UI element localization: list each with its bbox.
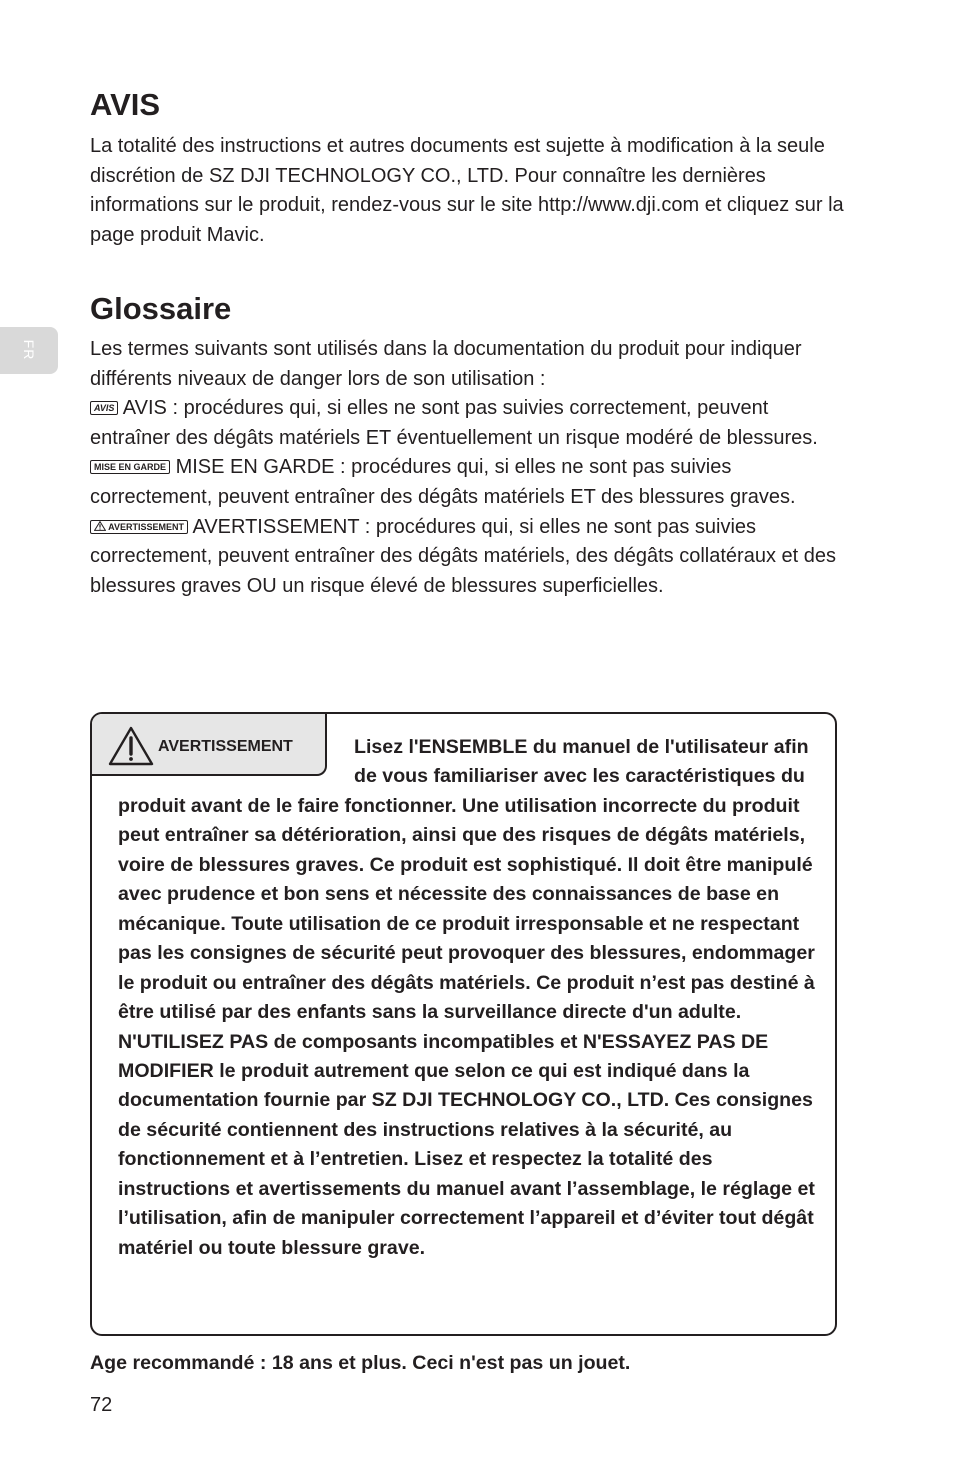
glossary-text-mise-en-garde: procédures qui, si elles ne sont pas suivies correctement, peuvent entraîner des dégâts matériels ET des blessures graves. [90, 456, 796, 508]
avis-body: La totalité des instructions et autres documents est sujette à modification à la seule discrétion de SZ DJI TECHNOLOGY CO., LTD. Pour connaître les dernières informations sur le produit, rendez-vous sur le site http://www.dji.com et cliquez sur la page produit Mavic. [90, 135, 844, 246]
avertissement-badge-icon [90, 520, 188, 534]
glossary-text-avis: procédures qui, si elles ne sont pas suivies correctement, peuvent entraîner des dégâts matériels ET éventuellement un risque modéré de blessures. [90, 397, 818, 449]
glossary-item-avis [90, 394, 850, 453]
glossary-term-avertissement: AVERTISSEMENT : [192, 515, 371, 538]
avertissement-badge-label: AVERTISSEMENT [108, 521, 185, 532]
avis-badge-icon: AVIS [90, 401, 118, 415]
mise-en-garde-badge-icon: MISE EN GARDE [90, 460, 170, 474]
page-number: 72 [90, 1394, 113, 1416]
glossary-term-avis: AVIS : [122, 397, 179, 420]
glossary-item-avertissement [90, 513, 850, 602]
warning-text: Lisez l'ENSEMBLE du manuel de l'utilisateur afin de vous familiariser avec les caractéristiques du produit avant de le faire fonctionner. Une utilisation incorrecte du produit peut entraîner sa détérioration, ainsi que des risques de dégâts matériels, voire de blessures graves. Ce produit est sophistiqué. Il doit être manipulé avec prudence et bon sens et nécessite des connaissances de base en mécanique. Toute utilisation de ce produit irresponsable et ne respectant pas les consignes de sécurité peut provoquer des blessures, endommager le produit ou entraîner des dégâts matériels. Ce produit n’est pas destiné à être utilisé par des enfants sans la surveillance directe d'un adulte. N'UTILISEZ PAS de composants incompatibles et N'ESSAYEZ PAS DE MODIFIER le produit autrement que selon ce qui est indiqué dans la documentation fournie par SZ DJI TECHNOLOGY CO., LTD. Ces consignes de sécurité contiennent des instructions relatives à la sécurité, au fonctionnement et à l’entretien. Lisez et respectez la totalité des instructions et avertissements du manuel avant l’assemblage, le réglage et l’utilisation, afin de manipuler correctement l’appareil et d’éviter tout dégât matériel ou toute blessure grave. [118, 736, 815, 1259]
language-tab [0, 327, 58, 374]
glossary-term-mise-en-garde: MISE EN GARDE : [175, 456, 346, 479]
warning-tab-label: AVERTISSEMENT [158, 738, 293, 755]
glossary-item-mise-en-garde [90, 453, 850, 512]
age-notice: Age recommandé : 18 ans et plus. Ceci n'est pas un jouet. [90, 1352, 631, 1374]
glossaire-intro: Les termes suivants sont utilisés dans la documentation du produit pour indiquer différents niveaux de danger lors de son utilisation : [90, 338, 802, 390]
glossary-text-avertissement: procédures qui, si elles ne sont pas suivies correctement, peuvent entraîner des dégâts matériels, des dégâts collatéraux et des blessures graves OU un risque élevé de blessures superficielles. [90, 515, 836, 597]
language-tab-label: FR [21, 339, 37, 361]
warning-triangle-icon [94, 521, 106, 531]
warning-text-block [118, 733, 818, 1263]
glossaire-heading: Glossaire [90, 291, 232, 326]
glossaire-body [90, 335, 850, 601]
avis-heading: AVIS [90, 87, 161, 122]
warning-box [90, 712, 837, 1336]
